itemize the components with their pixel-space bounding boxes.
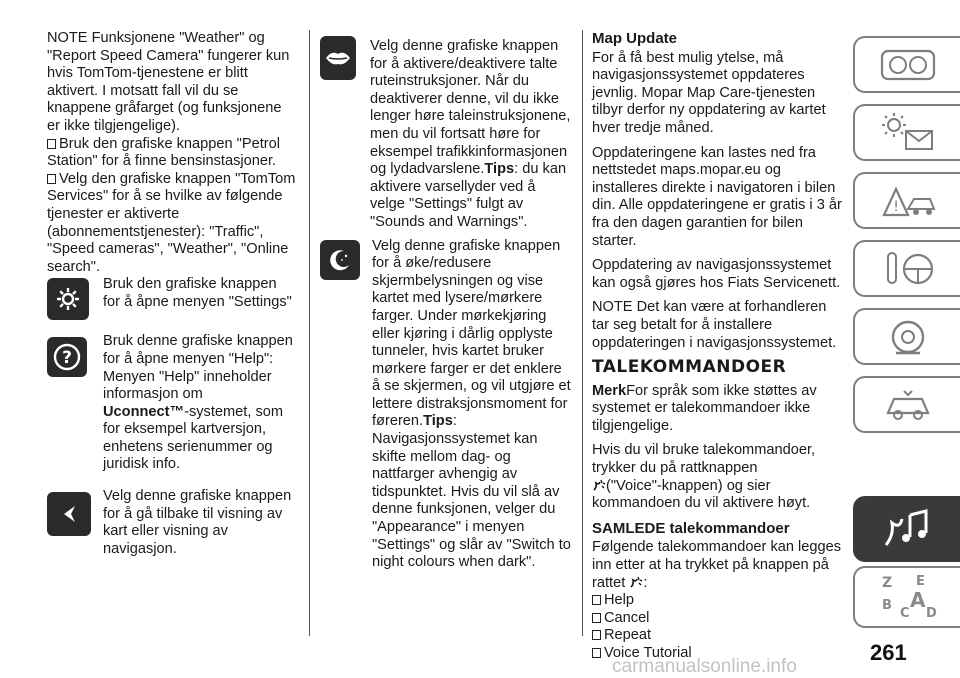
car-crash-icon: [878, 179, 938, 223]
back-text: Velg denne grafiske knappen for å gå tilbake til visning av kart eller visning av navigasjon.: [103, 488, 292, 557]
back-arrow-icon: [47, 492, 91, 536]
steering-voice-icon: [592, 478, 606, 492]
help-question-icon: [47, 337, 87, 377]
bullet-text: Bruk den grafiske knappen "Petrol Station" for å finne bensinstasjoner.: [47, 135, 280, 170]
bullet-box-icon: [592, 613, 601, 623]
merk-text: For språk som ikke støttes av systemet er talekommandoer ikke tilgjengelige.: [592, 382, 817, 434]
settings-gear-icon: [47, 278, 89, 320]
uconnect-bold: Uconnect™: [103, 403, 185, 420]
bullet-box-icon: [592, 595, 601, 605]
tab-maintenance[interactable]: [853, 376, 960, 433]
svg-text:A: A: [909, 588, 925, 612]
tips-label: Tips: [484, 161, 515, 178]
merk-label: Merk: [592, 382, 627, 399]
map-update-paragraph: Oppdateringene kan lastes ned fra nettstedet maps.mopar.eu og installeres direkte i navigatoren i bilen din. Alle oppdateringene er gratis i 3 år fra den dagen garantien for bilen starter.: [592, 144, 842, 249]
settings-row: [47, 278, 297, 320]
samlede-heading: SAMLEDE talekommandoer: [592, 519, 790, 537]
map-update-paragraph: Oppdatering av navigasjonssystemet kan også gjøres hos Fiats Servicenett.: [592, 257, 841, 291]
watermark: carmanualsonline.info: [612, 656, 797, 677]
map-update-note: NOTE Det kan være at forhandleren tar seg betalt for å installere oppdateringen i navigasjonssystemet.: [592, 299, 837, 351]
settings-text: Bruk den grafiske knappen for å åpne menyen "Settings": [103, 276, 292, 310]
bullet-box-icon: [592, 630, 601, 640]
night-text-a: Velg denne grafiske knappen for å øke/redusere skjermbelysningen og vise kartet med lysere/mørkere farger. Under mørkekjøring eller kjøring i dårlig opplyste tunneler, hvis kartet bruker mørkere farger er det enklere å se skjermen, og vil utgjøre et lettere distraksjonsmoment for føreren.: [372, 237, 571, 430]
merk-paragraph: [592, 383, 842, 436]
svg-text:B: B: [881, 598, 892, 613]
voice-row: [320, 30, 572, 232]
night-moon-icon: [320, 240, 360, 280]
flat-tyre-icon: [878, 315, 938, 359]
bullet-box-icon: [592, 648, 601, 658]
bullet-item: [47, 171, 297, 277]
night-tips: : Navigasjonssystemet kan skifte mellom dag- og nattfarger avhengig av tidspunktet. Hvis du vil slå av denne funksjonen, velger du "Appearance" i menyen "Settings" og slår av "Switch to night colours when dark".: [372, 413, 571, 571]
bullet-text: Velg den grafiske knappen "TomTom Services" for å se hvilke av følgende tjenester er aktiverte (abonnementstjenester): "Traffic", "Speed cameras", "Weather", "Online search".: [47, 170, 296, 275]
tab-dashboard[interactable]: [853, 36, 960, 93]
command-item: [592, 592, 842, 610]
command-item: [592, 627, 842, 645]
voice-text-a: Velg denne grafiske knappen for å aktivere/deaktivere talte ruteinstruksjoner. Når du deaktiverer denne, vil du ikke lenger høre taleinstruksjonene, men du vil fortsatt høre for eksempel trafikkinformasjonen og lydadvarslene.: [370, 38, 571, 178]
map-update-paragraph: For å få best mulig ytelse, må navigasjonssystemet oppdateres jevnlig. Mopar Map Care-tjenesten tilbyr derfor ny oppdatering av kartet hver tredje måned.: [592, 49, 826, 136]
tab-flat-tyre[interactable]: [853, 308, 960, 365]
svg-text:Z: Z: [881, 575, 892, 591]
use-text-b: ("Voice"-knappen) og sier kommandoen du vil aktivere høyt.: [592, 477, 811, 512]
column-divider: [582, 30, 583, 636]
command-text: Help: [604, 592, 635, 609]
key-steering-icon: [878, 247, 938, 291]
voice-tips: : du kan aktivere varsellyder ved å velge "Settings" fulgt av "Sounds and Warnings".: [370, 161, 567, 230]
voice-lips-icon: [320, 36, 356, 80]
tab-index[interactable]: [853, 566, 960, 628]
voice-commands-heading: TALEKOMMANDOER: [592, 357, 787, 378]
voice-text: [370, 38, 572, 232]
note-paragraph: NOTE Funksjonene "Weather" og "Report Speed Camera" fungerer kun hvis TomTom-tjenestene er blitt aktivert. I motsatt fall vil du se knappene gråfarget (og funksjonene er ikke tilgjengelige).: [47, 30, 290, 134]
warning-lights-icon: [878, 111, 938, 155]
night-row: [320, 238, 572, 572]
back-row: [47, 488, 297, 558]
use-paragraph: [592, 442, 842, 512]
tab-emergency[interactable]: [853, 172, 960, 229]
tab-starting-driving[interactable]: [853, 240, 960, 297]
index-letters-icon: [876, 571, 940, 623]
maintenance-car-icon: [878, 383, 938, 427]
svg-text:?: ?: [62, 348, 72, 369]
bullet-box-icon: [47, 139, 56, 149]
help-row: [47, 333, 297, 474]
column-2: [320, 30, 572, 572]
multimedia-icon: [878, 505, 938, 553]
column-3: [592, 30, 842, 663]
samlede-text-a: Følgende talekommandoer kan legges inn etter at ha trykket på knappen på rattet: [592, 539, 842, 591]
samlede-paragraph: [592, 539, 842, 592]
tips-label: Tips: [423, 413, 453, 430]
tab-warning-lights[interactable]: [853, 104, 960, 161]
svg-text:D: D: [925, 606, 937, 621]
command-text: Repeat: [604, 627, 652, 644]
map-update-heading: Map Update: [592, 30, 678, 47]
help-text-b: -systemet, som for eksempel kartversjon, enhetens serienummer og juridisk info.: [103, 403, 284, 473]
svg-text:C: C: [899, 606, 910, 621]
samlede-text-b: :: [643, 574, 648, 591]
help-text-a: Bruk denne grafiske knappen for å åpne menyen "Help": Menyen "Help" inneholder informasjon om: [103, 333, 293, 403]
page-number: 261: [870, 640, 907, 665]
command-item: [592, 610, 842, 628]
use-text-a: Hvis du vil bruke talekommandoer, trykker du på rattknappen: [592, 442, 816, 477]
column-1: [47, 30, 297, 558]
svg-text:!: !: [892, 198, 899, 215]
tab-multimedia[interactable]: [853, 496, 960, 562]
night-text: [372, 238, 572, 572]
command-text: Voice Tutorial: [604, 645, 692, 661]
bullet-box-icon: [47, 174, 56, 184]
column-divider: [309, 30, 310, 636]
steering-voice-icon: [629, 575, 643, 589]
command-text: Cancel: [604, 609, 650, 626]
bullet-item: [47, 136, 297, 171]
svg-text:E: E: [915, 574, 925, 589]
dashboard-icon: [878, 45, 938, 85]
help-text: [103, 333, 297, 474]
